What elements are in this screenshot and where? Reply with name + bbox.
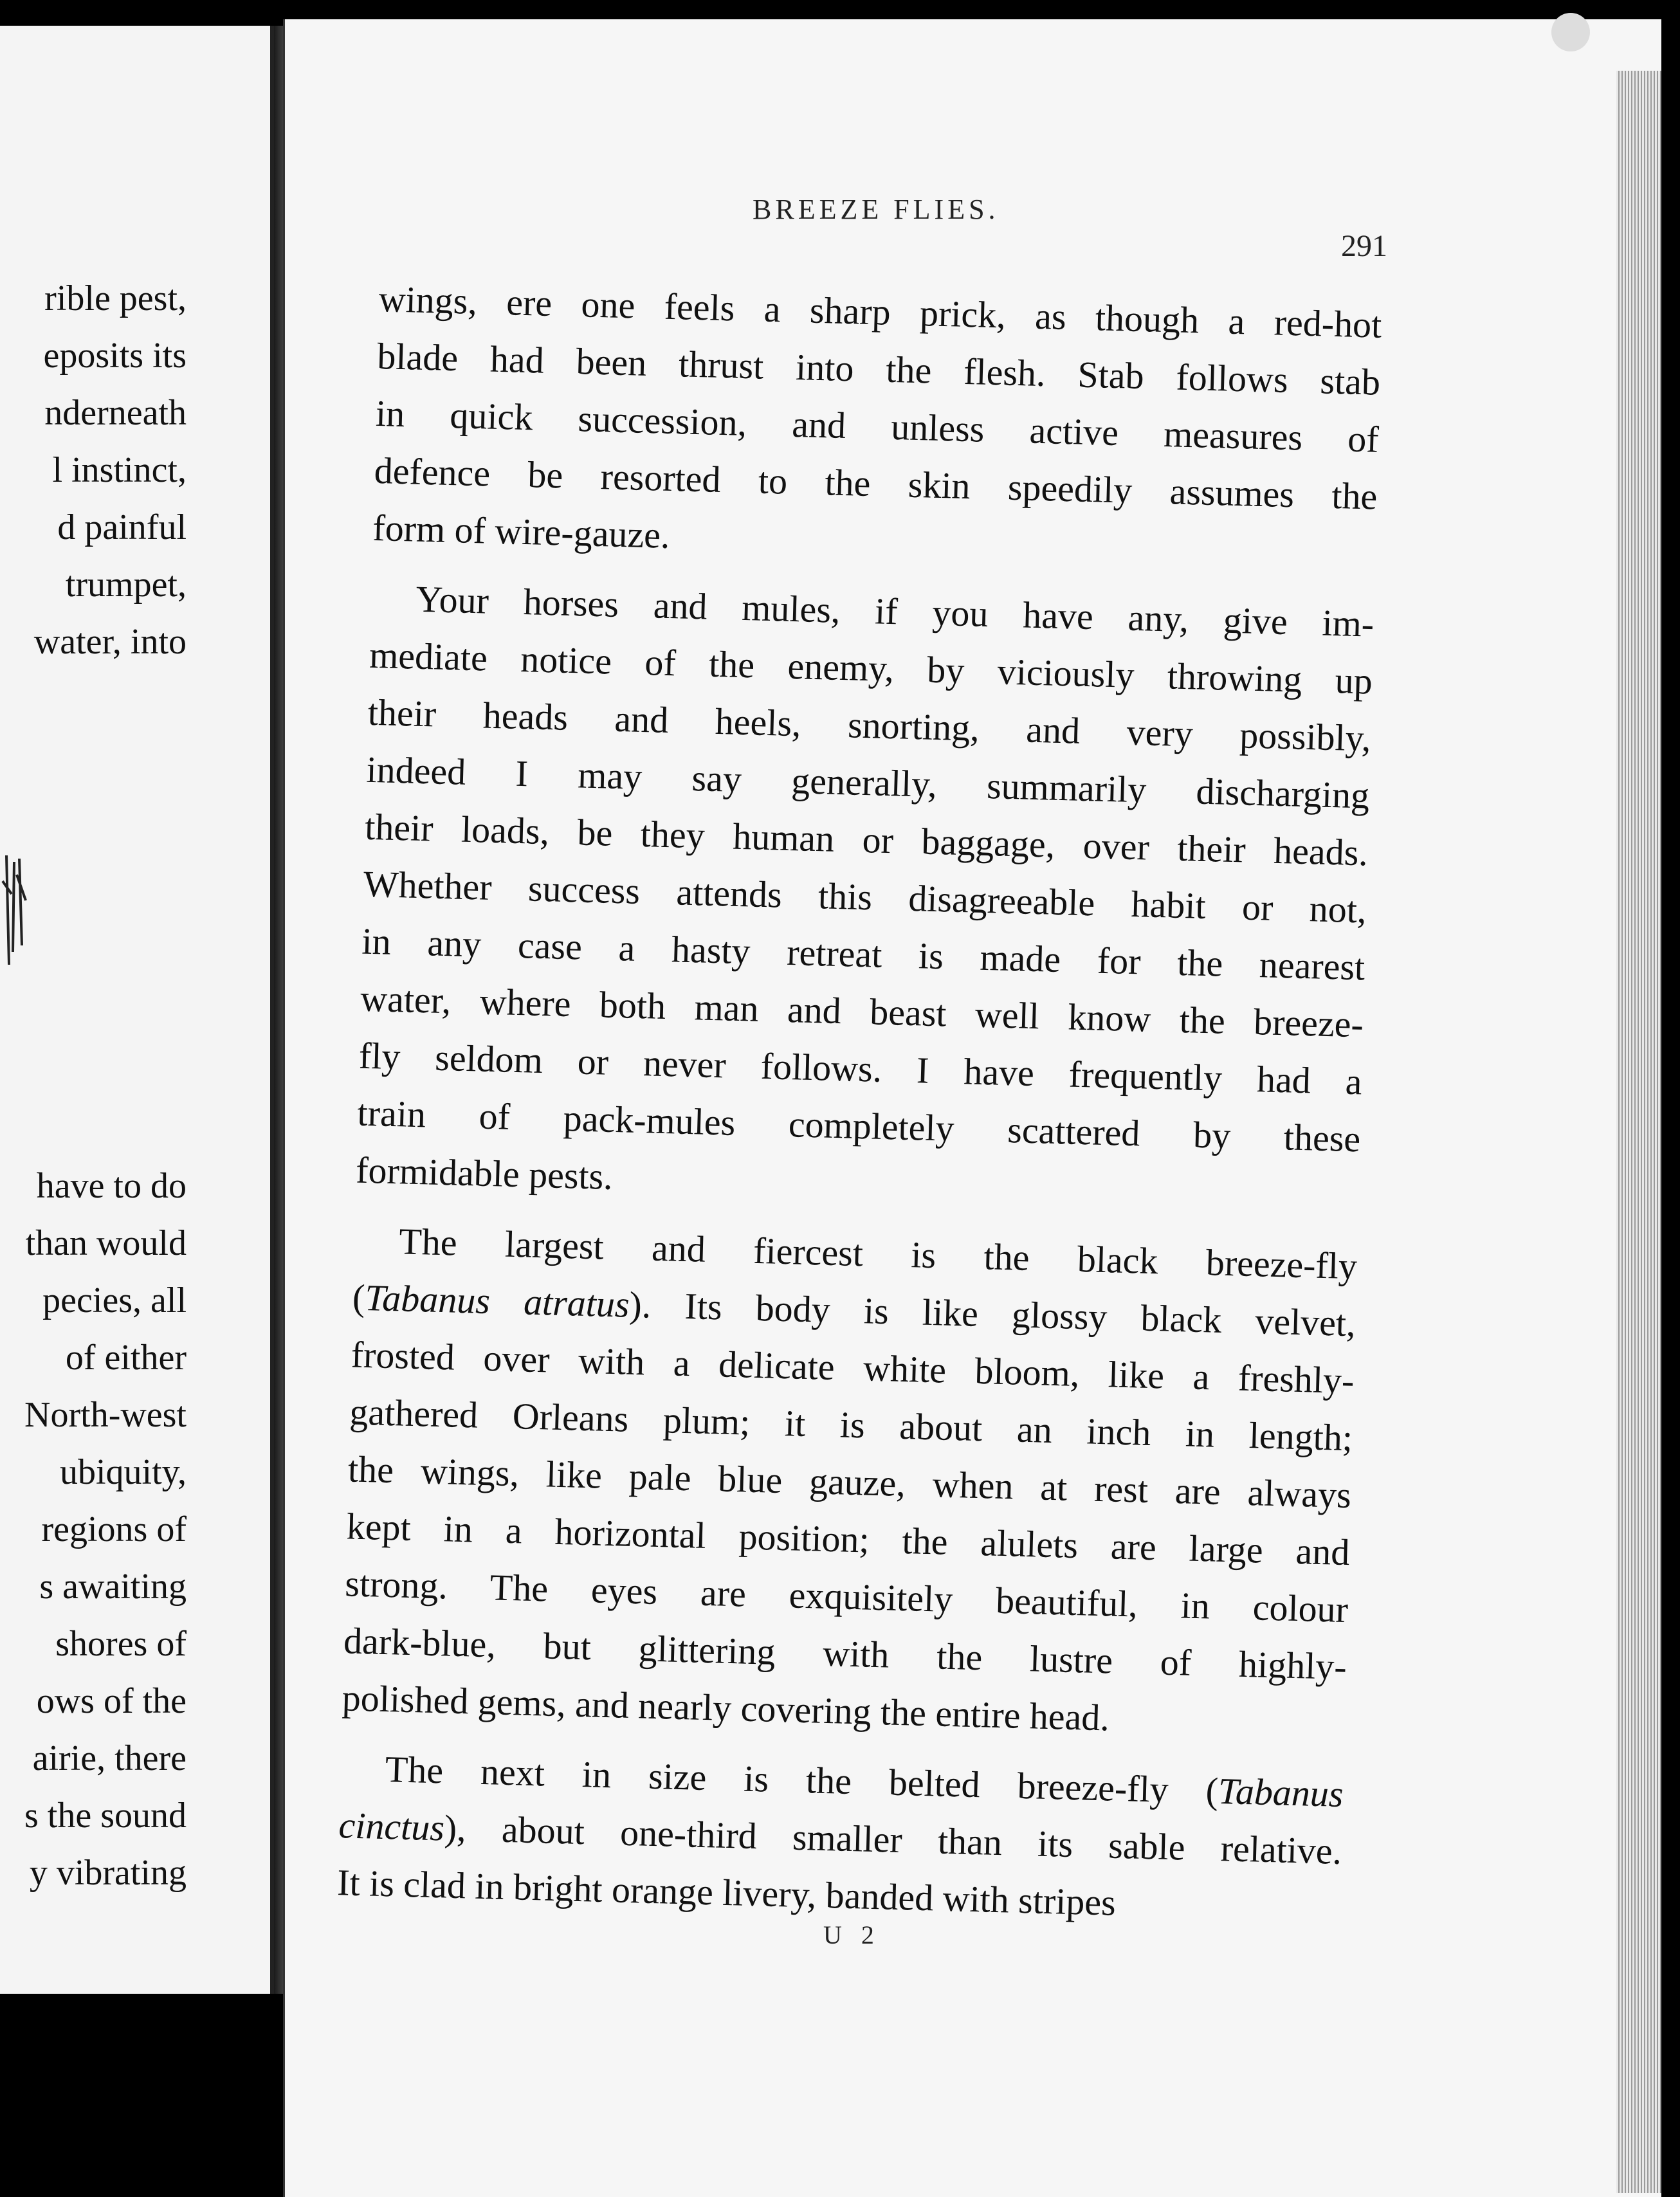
facing-page-line: of either [65,1338,187,1378]
text-line: gathered Orleans plum; it is about an inch in length; [349,1390,1353,1459]
paragraph [336,1739,1344,1937]
facing-page-line: regions of [41,1509,187,1549]
facing-page-line: nderneath [44,393,187,433]
facing-page-top-lines [0,270,187,671]
paragraph [372,270,1382,583]
text-line: train of pack-mules completely scattered by these [356,1091,1362,1160]
text-line: polished gems, and nearly covering the entire head. [342,1677,1110,1739]
facing-page-line: s awaiting [39,1567,187,1607]
facing-page-line: shores of [55,1624,187,1664]
text-line: Whether success attends this disagreeable habit or not, [363,862,1367,931]
facing-page-line: airie, there [32,1738,187,1778]
facing-page-line: have to do [36,1166,187,1206]
text-line: in quick succession, and unless active measures of [375,392,1380,460]
page-edges [1616,71,1661,2193]
text-line: wings, ere one feels a sharp prick, as though a red-hot [378,277,1383,346]
facing-page-line: eposits its [43,336,187,376]
facing-page-line: pecies, all [42,1281,187,1320]
text-line: their loads, be they human or baggage, over their heads. [364,805,1369,874]
facing-page-illustration-fragment [0,855,39,965]
facing-page-line: y vibrating [29,1853,187,1893]
page-number: 291 [1341,229,1387,263]
text-line: frosted over with a delicate white bloom, like a freshly- [351,1333,1355,1402]
facing-page [0,26,274,1994]
text-line: in any case a hasty retreat is made for the nearest [361,920,1366,989]
text-line: The largest and fiercest is the black breeze-fly [398,1220,1358,1288]
text-line: blade had been thrust into the flesh. Stab follows stab [376,334,1381,403]
facing-page-line: trumpet, [65,565,187,605]
text-line: kept in a horizontal position; the alulets are large and [346,1505,1351,1574]
text-line: Your horses and mules, if you have any, give im- [415,578,1374,645]
facing-page-line: d painful [57,507,187,547]
facing-page-line: ows of the [36,1681,187,1721]
text-line: form of wire-gauze. [372,506,671,556]
text-line: water, where both man and beast well know the breeze- [360,977,1364,1046]
facing-page-line: North-west [24,1395,187,1435]
running-head: BREEZE FLIES. [753,194,1000,225]
text-line: cinctus), about one-third smaller than its sable relative. [338,1804,1343,1872]
facing-page-bottom-lines [0,1158,187,1902]
text-line: their heads and heels, snorting, and very possibly, [367,691,1372,760]
text-line: strong. The eyes are exquisitely beautiful, in colour [344,1562,1349,1631]
text-line: indeed I may say generally, summarily discharging [365,748,1370,817]
text-line: the wings, like pale blue gauze, when at rest are always [347,1448,1352,1517]
text-line: fly seldom or never follows. I have frequently had a [358,1034,1363,1103]
text-line: formidable pests. [355,1149,614,1198]
facing-page-line: water, into [33,622,187,662]
text-line: dark-blue, but glittering with the lustre of highly- [343,1619,1347,1688]
text-line: (Tabanus atratus). Its body is like glossy black velvet, [352,1276,1356,1345]
text-line: The next in size is the belted breeze-fly (Tabanus [385,1748,1344,1816]
facing-page-line: rible pest, [44,278,187,318]
facing-page-line: than would [25,1223,187,1263]
text-line: It is clad in bright orange livery, banded with stripes [336,1861,1117,1924]
scan-speck [1551,13,1590,51]
facing-page-line: s the sound [24,1796,187,1836]
paragraph [355,569,1374,1225]
signature-mark: U 2 [823,1920,881,1949]
paragraph [342,1211,1358,1753]
text-line: defence be resorted to the skin speedily assumes the [373,449,1378,518]
text-line: mediate notice of the enemy, by viciously throwing up [369,634,1373,702]
body-text [336,270,1382,1937]
facing-page-line: ubiquity, [59,1452,187,1492]
facing-page-line: l instinct, [52,450,187,490]
